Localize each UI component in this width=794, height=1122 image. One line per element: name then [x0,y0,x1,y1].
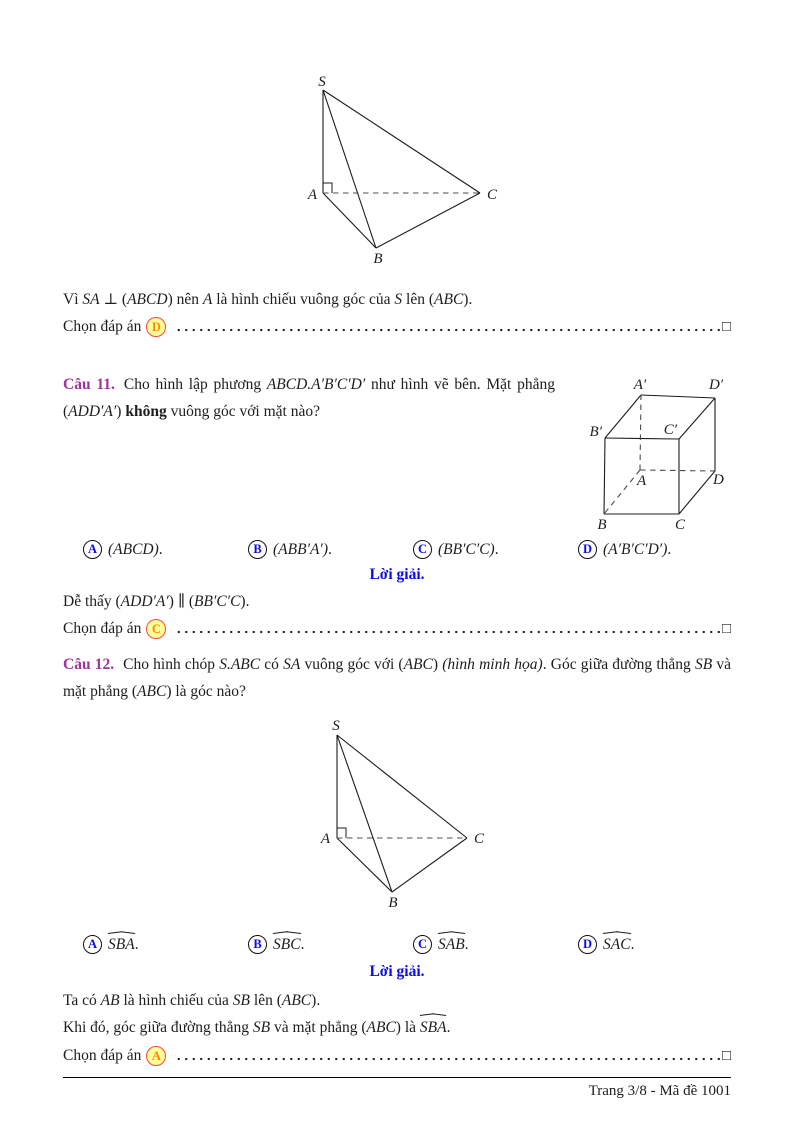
question-12 [63,651,731,705]
choice-b-badge: B [248,935,267,954]
edge-b1a1 [605,395,641,438]
answer-line-q10 [63,317,731,337]
choice-b-text: SBC. [273,935,305,953]
edge-sc [337,735,467,838]
choice-c-badge: C [413,935,432,954]
edge-a1d1 [641,395,715,398]
vertex-label-a1: A′ [633,377,647,393]
choice-d [578,540,671,559]
vertex-label-b1: B′ [589,424,602,440]
choice-b-text: (ABB′A′). [273,540,332,558]
choice-d-badge: D [578,935,597,954]
solution-title-q12: Lời giải. [369,963,425,980]
qed-box: □ [721,1048,731,1064]
edge-ab-dashed [604,470,640,514]
qed-box: □ [721,319,731,335]
vertex-label-c: C [474,831,485,847]
choice-d-text: SAC. [603,935,635,953]
solution-text-q12-line2: Khi đó, góc giữa đường thẳng SB và mặt phẳng (ABC) là SBA. [63,1019,451,1036]
dot-leaders [175,1056,720,1062]
choice-d [578,935,634,954]
choice-c [413,935,469,954]
question-11 [63,371,555,425]
choice-a [83,935,139,954]
edge-sc [323,90,480,193]
choice-d-text: (A′B′C′D′). [603,540,672,558]
vertex-label-b: B [373,251,383,267]
solution-text-q12-line1: Ta có AB là hình chiếu của SB lên (ABC). [63,992,321,1009]
choice-c [413,540,499,559]
chosen-answer-badge-q10: D [146,317,166,337]
dot-leaders [175,327,720,333]
choose-label: Chọn đáp án [63,318,142,335]
choose-label: Chọn đáp án [63,620,142,637]
edge-sb [323,90,376,248]
vertex-label-d1: D′ [708,377,724,393]
edge-bb1 [604,438,605,514]
choice-c-text: SAB. [438,935,469,953]
choice-b [248,935,304,954]
vertex-label-c: C [487,187,498,203]
vertex-label-b: B [388,895,398,911]
vertex-label-b: B [597,517,607,533]
vertex-label-d: D [713,472,724,488]
vertex-label-a: A [307,187,317,203]
choice-c-text: (BB′C′C). [438,540,499,558]
figure-pyramid-q10 [268,60,513,272]
choice-a-text: (ABCD). [108,540,163,558]
figure-cube-q11 [580,372,750,537]
choice-a-text: SBA. [108,935,139,953]
solution-text-q10: Vì SA ⊥ (ABCD) nên A là hình chiếu vuông góc của S lên (ABC). [63,291,473,308]
vertex-label-a: A [637,473,647,489]
question-11-number: Câu 11. [63,376,115,393]
dot-leaders [175,629,720,635]
choice-a [83,540,163,559]
answer-line-q11 [63,619,731,639]
question-11-body: Cho hình lập phương ABCD.A′B′C′D′ như hình vẽ bên. Mặt phẳng (ADD′A′) không vuông góc với mặt nào? [63,376,555,420]
solution-title-q11: Lời giải. [369,566,425,583]
chosen-answer-badge-q12: A [146,1046,166,1066]
edge-bc [376,193,480,248]
choice-a-badge: A [83,540,102,559]
footer-page-info: Trang 3/8 - Mã đề 1001 [588,1083,731,1099]
edge-ad-dashed [640,470,715,471]
vertex-label-s: S [332,718,340,734]
choice-c-badge: C [413,540,432,559]
question-12-number: Câu 12. [63,656,115,673]
choose-label: Chọn đáp án [63,1047,142,1064]
qed-box: □ [721,621,731,637]
choice-b-badge: B [248,540,267,559]
edge-ab [323,193,376,248]
choice-a-badge: A [83,935,102,954]
chosen-answer-badge-q11: C [146,619,166,639]
vertex-label-c1: C′ [663,422,677,438]
vertex-label-c: C [674,517,686,533]
edge-cd [679,471,715,514]
edge-aa1-dashed [640,395,641,470]
answer-line-q12 [63,1046,731,1066]
edge-sb [337,735,392,892]
choice-d-badge: D [578,540,597,559]
solution-text-q11: Dễ thấy (ADD′A′) ∥ (BB′C′C). [63,593,250,610]
edge-b1c1 [605,438,679,439]
choice-b [248,540,332,559]
edge-c1d1 [679,398,715,439]
right-angle-mark [337,828,346,838]
edge-bc [392,838,467,892]
footer-rule [63,1077,731,1078]
vertex-label-a: A [320,831,330,847]
figure-pyramid-q12 [293,716,528,920]
edge-ab [337,838,392,892]
right-angle-mark [323,183,332,193]
question-12-body: Cho hình chóp S.ABC có SA vuông góc với (ABC) (hình minh họa). Góc giữa đường thẳng SB và mặt phẳng (ABC) là góc nào? [63,656,731,700]
vertex-label-s: S [318,74,326,90]
